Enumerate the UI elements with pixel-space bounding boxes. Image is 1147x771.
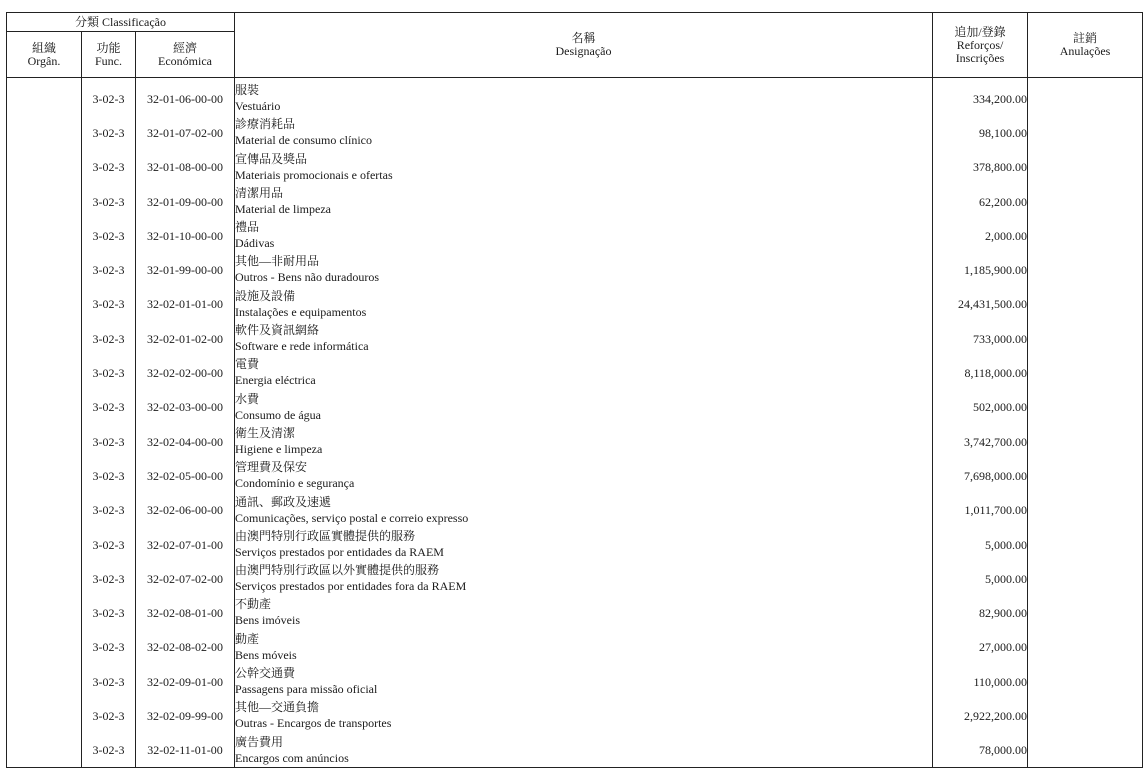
organic-cell [7,459,82,493]
reinforcement-amount-cell: 5,000.00 [933,562,1028,596]
reinforcement-amount-cell: 98,100.00 [933,116,1028,150]
organic-cell [7,356,82,390]
functional-code-cell: 3-02-3 [82,665,136,699]
designation-zh: 通訊、郵政及速遞 [235,494,332,509]
designation-zh: 服裝 [235,83,260,97]
cancellation-amount-cell [1028,391,1143,425]
designation-pt: Bens móveis [235,647,297,662]
economic-code-cell: 32-02-02-00-00 [136,356,235,390]
reinforcement-amount-cell: 2,922,200.00 [933,699,1028,733]
reinforcement-amount-cell: 1,185,900.00 [933,253,1028,287]
functional-code-cell: 3-02-3 [82,82,136,116]
budget-table [6,12,1143,768]
organic-cell [7,562,82,596]
designation-cell [235,734,933,768]
cancellation-amount-cell [1028,528,1143,562]
table-row [7,699,1143,733]
organic-cell [7,219,82,253]
reinforcement-amount-cell: 62,200.00 [933,185,1028,219]
designation-zh: 衛生及清潔 [235,425,296,440]
functional-code-cell: 3-02-3 [82,219,136,253]
designation-cell [235,322,933,356]
reinforcement-amount-cell: 78,000.00 [933,734,1028,768]
cancellation-amount-cell [1028,151,1143,185]
designation-zh: 清潔用品 [235,185,284,200]
designation-zh: 動產 [235,631,260,646]
designation-cell [235,699,933,733]
table-row [7,356,1143,390]
organic-cell [7,322,82,356]
economic-code-cell: 32-01-06-00-00 [136,82,235,116]
designation-cell [235,288,933,322]
designation-zh: 不動產 [235,597,272,612]
organic-cell [7,425,82,459]
cancellation-amount-cell [1028,631,1143,665]
table-row [7,116,1143,150]
designation-pt: Consumo de água [235,407,322,422]
organic-cell [7,596,82,630]
cancellation-amount-cell [1028,82,1143,116]
functional-code-cell: 3-02-3 [82,562,136,596]
functional-code-cell: 3-02-3 [82,391,136,425]
economic-code-cell: 32-02-08-01-00 [136,596,235,630]
table-row [7,219,1143,253]
economic-code-cell: 32-02-01-02-00 [136,322,235,356]
organic-cell [7,185,82,219]
designation-zh: 宣傳品及獎品 [235,151,308,166]
table-row [7,425,1143,459]
designation-cell [235,665,933,699]
functional-code-cell: 3-02-3 [82,151,136,185]
cancellation-amount-cell [1028,734,1143,768]
cancellations-header [1028,13,1143,78]
designation-pt: Material de limpeza [235,201,331,216]
economic-code-cell: 32-02-09-01-00 [136,665,235,699]
designation-pt: Material de consumo clínico [235,133,372,148]
designation-cell [235,116,933,150]
designation-zh: 設施及設備 [235,288,296,303]
functional-code-cell: 3-02-3 [82,699,136,733]
functional-header [82,32,136,78]
organic-header [7,32,82,78]
designation-header [235,13,933,78]
reinforcement-amount-cell: 502,000.00 [933,391,1028,425]
economic-code-cell: 32-02-11-01-00 [136,734,235,768]
organic-cell [7,253,82,287]
economic-header-pt: Económica [158,53,212,68]
designation-cell [235,185,933,219]
designation-pt: Condomínio e segurança [235,476,355,491]
designation-cell [235,459,933,493]
cancellation-amount-cell [1028,425,1143,459]
designation-pt: Instalações e equipamentos [235,304,367,319]
designation-pt: Higiene e limpeza [235,441,323,456]
designation-pt: Materiais promocionais e ofertas [235,167,393,182]
table-row [7,528,1143,562]
reinforcement-amount-cell: 110,000.00 [933,665,1028,699]
reinforcement-amount-cell: 1,011,700.00 [933,494,1028,528]
organic-cell [7,528,82,562]
cancellation-amount-cell [1028,288,1143,322]
economic-code-cell: 32-01-99-00-00 [136,253,235,287]
cancellation-amount-cell [1028,596,1143,630]
designation-zh: 電費 [235,357,260,372]
economic-code-cell: 32-01-07-02-00 [136,116,235,150]
table-row [7,288,1143,322]
economic-header-zh: 經濟 [173,40,198,55]
economic-code-cell: 32-01-09-00-00 [136,185,235,219]
table-row [7,322,1143,356]
designation-cell [235,494,933,528]
functional-code-cell: 3-02-3 [82,288,136,322]
designation-header-zh: 名稱 [571,31,596,45]
cancellation-amount-cell [1028,665,1143,699]
designation-cell [235,631,933,665]
organic-cell [7,665,82,699]
economic-code-cell: 32-02-07-02-00 [136,562,235,596]
organic-cell [7,699,82,733]
designation-pt: Software e rede informática [235,339,369,354]
designation-pt: Bens imóveis [235,613,301,628]
cancellation-amount-cell [1028,699,1143,733]
reinforcement-amount-cell: 24,431,500.00 [933,288,1028,322]
designation-pt: Serviços prestados por entidades da RAEM [235,544,444,559]
designation-zh: 由澳門特別行政區以外實體提供的服務 [235,563,440,578]
designation-cell [235,596,933,630]
table-row [7,459,1143,493]
reinforcement-amount-cell: 378,800.00 [933,151,1028,185]
cancellation-amount-cell [1028,185,1143,219]
reinforcement-amount-cell: 7,698,000.00 [933,459,1028,493]
designation-pt: Passagens para missão oficial [235,682,378,697]
economic-code-cell: 32-02-08-02-00 [136,631,235,665]
cancellations-header-zh: 註銷 [1073,31,1098,45]
cancellation-amount-cell [1028,219,1143,253]
functional-code-cell: 3-02-3 [82,425,136,459]
economic-code-cell: 32-01-08-00-00 [136,151,235,185]
functional-code-cell: 3-02-3 [82,356,136,390]
designation-zh: 管理費及保安 [235,460,308,475]
designation-zh: 禮品 [235,220,260,235]
organic-header-zh: 組織 [31,40,56,55]
functional-code-cell: 3-02-3 [82,734,136,768]
designation-cell [235,356,933,390]
designation-zh: 軟件及資訊網絡 [235,323,320,338]
designation-zh: 公幹交通費 [235,666,296,681]
organic-cell [7,116,82,150]
reinforcement-amount-cell: 3,742,700.00 [933,425,1028,459]
organic-header-pt: Orgân. [27,53,61,68]
designation-header-pt: Designação [555,44,612,58]
functional-header-zh: 功能 [96,40,121,55]
cancellation-amount-cell [1028,322,1143,356]
organic-cell [7,391,82,425]
functional-code-cell: 3-02-3 [82,528,136,562]
organic-cell [7,82,82,116]
table-row [7,596,1143,630]
cancellation-amount-cell [1028,562,1143,596]
designation-cell [235,219,933,253]
table-body [7,78,1143,768]
functional-code-cell: 3-02-3 [82,322,136,356]
table-row [7,665,1143,699]
table-row [7,494,1143,528]
designation-cell [235,151,933,185]
economic-code-cell: 32-02-06-00-00 [136,494,235,528]
reinforcement-amount-cell: 27,000.00 [933,631,1028,665]
designation-zh: 由澳門特別行政區實體提供的服務 [235,528,416,543]
designation-cell [235,528,933,562]
organic-cell [7,631,82,665]
economic-code-cell: 32-02-01-01-00 [136,288,235,322]
table-row [7,253,1143,287]
designation-pt: Dádivas [235,236,275,251]
organic-cell [7,151,82,185]
designation-pt: Vestuário [235,99,281,113]
designation-pt: Outras - Encargos de transportes [235,716,392,731]
designation-pt: Serviços prestados por entidades fora da RAEM [235,579,467,594]
budget-page [6,12,1142,768]
table-row [7,631,1143,665]
reinforcement-amount-cell: 733,000.00 [933,322,1028,356]
reinforcement-amount-cell: 334,200.00 [933,82,1028,116]
functional-code-cell: 3-02-3 [82,631,136,665]
reinforcements-header-pt2: Inscrições [955,50,1005,65]
designation-zh: 診療消耗品 [235,117,296,132]
table-row [7,734,1143,768]
functional-code-cell: 3-02-3 [82,253,136,287]
economic-code-cell: 32-02-03-00-00 [136,391,235,425]
reinforcements-header [933,13,1028,78]
designation-cell [235,425,933,459]
designation-zh: 其他—非耐用品 [235,254,320,269]
cancellation-amount-cell [1028,459,1143,493]
reinforcements-header-pt1: Reforços/ [956,37,1004,52]
designation-pt: Energia eléctrica [235,373,316,388]
designation-cell [235,391,933,425]
reinforcement-amount-cell: 5,000.00 [933,528,1028,562]
table-row [7,391,1143,425]
designation-pt: Outros - Bens não duradouros [235,270,379,285]
designation-cell [235,562,933,596]
table-row [7,151,1143,185]
functional-code-cell: 3-02-3 [82,116,136,150]
classification-header: 分類 Classificação [7,13,235,32]
designation-cell [235,253,933,287]
economic-code-cell: 32-01-10-00-00 [136,219,235,253]
organic-cell [7,288,82,322]
reinforcement-amount-cell: 82,900.00 [933,596,1028,630]
functional-code-cell: 3-02-3 [82,459,136,493]
economic-code-cell: 32-02-04-00-00 [136,425,235,459]
functional-code-cell: 3-02-3 [82,185,136,219]
designation-zh: 廣告費用 [235,734,284,749]
designation-pt: Encargos com anúncios [235,750,349,765]
organic-cell [7,734,82,768]
reinforcements-header-zh: 追加/登錄 [954,24,1006,39]
economic-header [136,32,235,78]
economic-code-cell: 32-02-07-01-00 [136,528,235,562]
functional-header-pt: Func. [95,53,122,68]
table-row [7,82,1143,116]
economic-code-cell: 32-02-05-00-00 [136,459,235,493]
cancellation-amount-cell [1028,116,1143,150]
economic-code-cell: 32-02-09-99-00 [136,699,235,733]
cancellation-amount-cell [1028,494,1143,528]
table-row [7,562,1143,596]
designation-cell [235,82,933,116]
functional-code-cell: 3-02-3 [82,596,136,630]
reinforcement-amount-cell: 2,000.00 [933,219,1028,253]
table-header [7,13,1143,78]
designation-pt: Comunicações, serviço postal e correio expresso [235,510,469,525]
functional-code-cell: 3-02-3 [82,494,136,528]
cancellation-amount-cell [1028,253,1143,287]
organic-cell [7,494,82,528]
designation-zh: 其他—交通負擔 [235,700,320,715]
cancellations-header-pt: Anulações [1059,44,1111,58]
table-row [7,185,1143,219]
reinforcement-amount-cell: 8,118,000.00 [933,356,1028,390]
cancellation-amount-cell [1028,356,1143,390]
designation-zh: 水費 [235,391,260,406]
